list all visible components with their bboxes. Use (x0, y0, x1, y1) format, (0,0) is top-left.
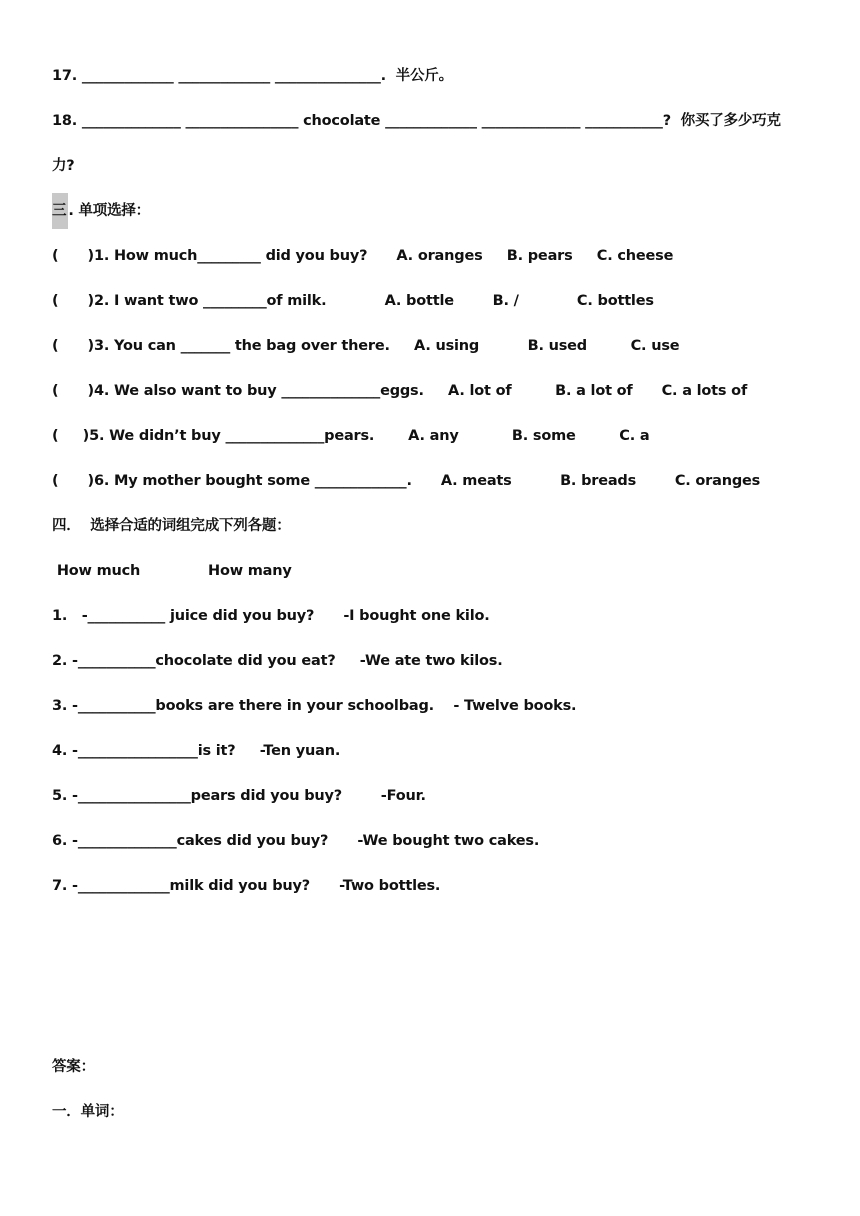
section-4-heading: 四． 选择合适的词组完成下列各题： (52, 518, 291, 534)
fill-item-6: 6. -______________cakes did you buy? -We bought two cakes. (52, 833, 540, 849)
fill-item-1: 1. -___________ juice did you buy? -I bought one kilo. (52, 608, 490, 624)
mc-item-1: ( )1. How much_________ did you buy? A. oranges B. pears C. cheese (52, 248, 674, 264)
fill-item-5: 5. -________________pears did you buy? -Four. (52, 788, 426, 804)
mc-item-5: ( )5. We didn’t buy ______________pears. A. any B. some C. a (52, 428, 650, 444)
section-3-title: . 单项选择： (68, 203, 150, 219)
section-3-heading (52, 201, 150, 221)
fill-item-2: 2. -___________chocolate did you eat? -We ate two kilos. (52, 653, 503, 669)
question-18-continuation: 力? (52, 158, 75, 174)
fill-item-4: 4. -_________________is it? -Ten yuan. (52, 743, 341, 759)
fill-item-3: 3. -___________books are there in your schoolbag. - Twelve books. (52, 698, 577, 714)
answers-section-1-heading: 一．单词： (52, 1104, 124, 1120)
mc-item-6: ( )6. My mother bought some _____________. A. meats B. breads C. oranges (52, 473, 761, 489)
mc-item-3: ( )3. You can _______ the bag over there. A. using B. used C. use (52, 338, 680, 354)
question-18: 18. ______________ ________________ chocolate _____________ ______________ ___________? 你买了多少巧克 (52, 113, 781, 129)
answers-heading: 答案： (52, 1059, 95, 1075)
mc-item-4: ( )4. We also want to buy ______________eggs. A. lot of B. a lot of C. a lots of (52, 383, 748, 399)
section-3-number: 三 (52, 193, 68, 229)
fill-item-7: 7. -_____________milk did you buy? -Two bottles. (52, 878, 441, 894)
mc-item-2: ( )2. I want two _________of milk. A. bottle B. / C. bottles (52, 293, 654, 309)
section-4-options: How much How many (52, 563, 292, 579)
question-17: 17. _____________ _____________ _______________. 半公斤。 (52, 68, 453, 84)
